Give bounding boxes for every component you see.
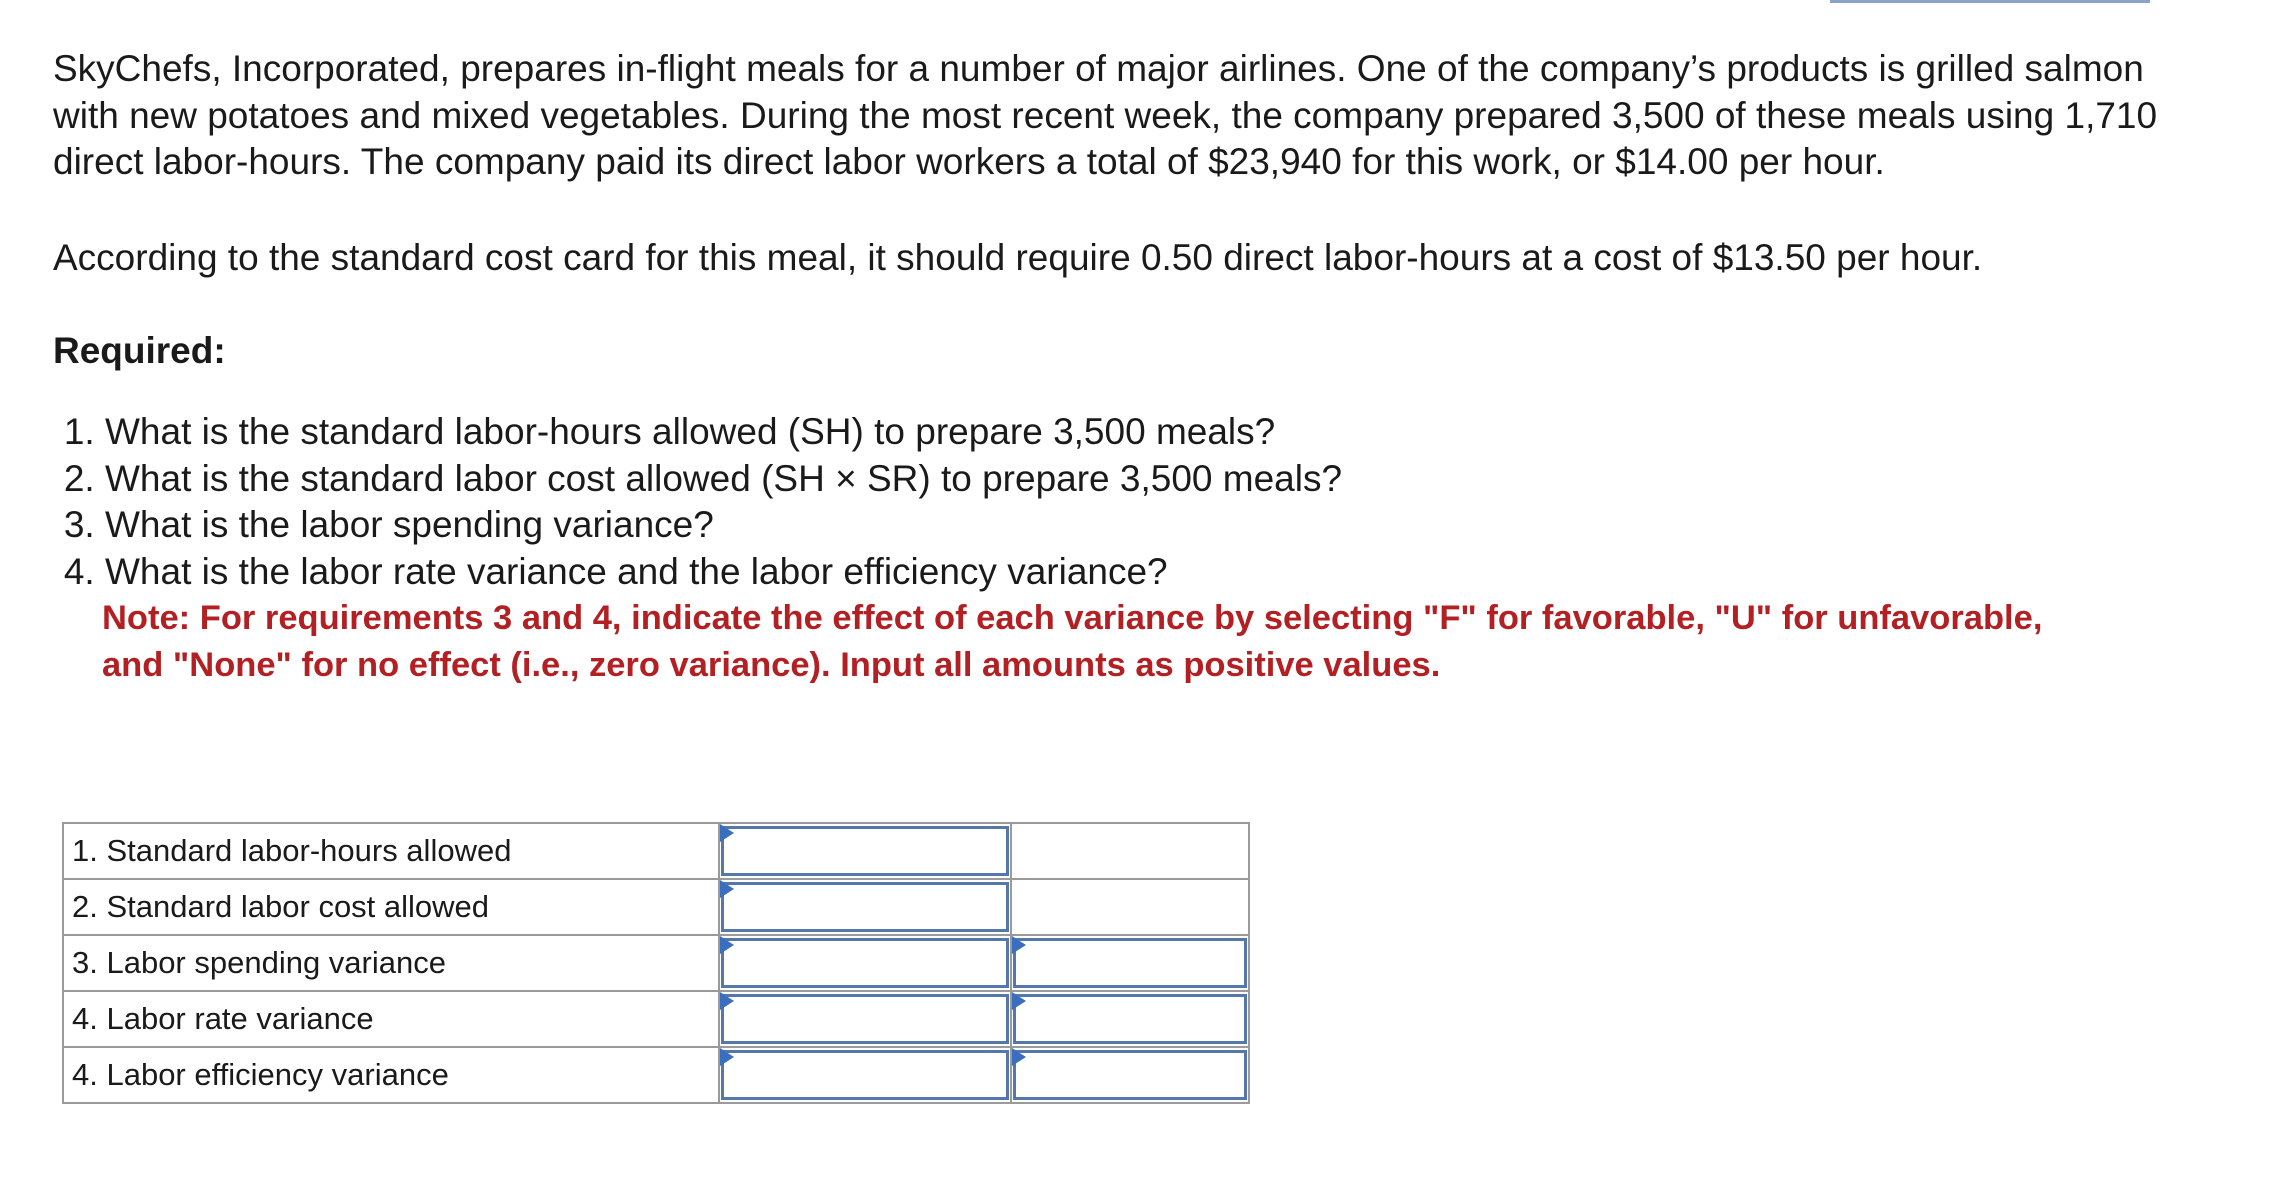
amount-cell: [719, 935, 1011, 991]
requirement-2: 2. What is the standard labor cost allowed (SH × SR) to prepare 3,500 meals?: [105, 456, 2203, 503]
input-marker-icon: [720, 880, 734, 898]
amount-cell: [719, 879, 1011, 935]
empty-cell: [1011, 879, 1249, 935]
select-marker-icon: [1012, 936, 1026, 954]
effect-cell: [1011, 935, 1249, 991]
amount-cell: [719, 1047, 1011, 1103]
requirements-list: [53, 409, 2203, 595]
problem-paragraph-2: According to the standard cost card for this meal, it should require 0.50 direct labor-hours at a cost of $13.50 per hour.: [53, 236, 1983, 278]
required-heading: Required:: [53, 330, 226, 371]
row-label: 4. Labor efficiency variance: [63, 1047, 719, 1103]
input-marker-icon: [720, 1048, 734, 1066]
requirement-4: 4. What is the labor rate variance and the labor efficiency variance?: [105, 549, 2203, 596]
table-row: [63, 823, 1249, 879]
table-row: [63, 935, 1249, 991]
effect-select[interactable]: [1013, 1050, 1247, 1100]
input-marker-icon: [720, 992, 734, 1010]
table-row: [63, 1047, 1249, 1103]
amount-cell: [719, 991, 1011, 1047]
requirement-1: 1. What is the standard labor-hours allowed (SH) to prepare 3,500 meals?: [105, 409, 2203, 456]
effect-cell: [1011, 991, 1249, 1047]
effect-select[interactable]: [1013, 938, 1247, 988]
amount-input[interactable]: [721, 938, 1009, 988]
amount-input[interactable]: [721, 994, 1009, 1044]
table-row: [63, 879, 1249, 935]
instruction-note: Note: For requirements 3 and 4, indicate the effect of each variance by selecting "F" for favorable, "U" for unfavorable, and "None" for no effect (i.e., zero variance). Input all amounts as positive values.: [102, 599, 2043, 684]
row-label: 2. Standard labor cost allowed: [63, 879, 719, 935]
amount-input[interactable]: [721, 882, 1009, 932]
problem-content: [53, 46, 2203, 688]
table-row: [63, 991, 1249, 1047]
select-marker-icon: [1012, 992, 1026, 1010]
row-label: 4. Labor rate variance: [63, 991, 719, 1047]
amount-cell: [719, 823, 1011, 879]
effect-cell: [1011, 1047, 1249, 1103]
input-marker-icon: [720, 824, 734, 842]
row-label: 3. Labor spending variance: [63, 935, 719, 991]
input-marker-icon: [720, 936, 734, 954]
select-marker-icon: [1012, 1048, 1026, 1066]
empty-cell: [1011, 823, 1249, 879]
row-label: 1. Standard labor-hours allowed: [63, 823, 719, 879]
top-accent-line: [1830, 0, 2150, 3]
problem-paragraph-1: SkyChefs, Incorporated, prepares in-flight meals for a number of major airlines. One of the company’s products is grilled salmon with new potatoes and mixed vegetables. During the most recent week, the company prepared 3,500 of these meals using 1,710 direct labor-hours. The company paid its direct labor workers a total of $23,940 for this work, or $14.00 per hour.: [53, 48, 2158, 182]
amount-input[interactable]: [721, 1050, 1009, 1100]
answer-table: [62, 822, 1250, 1104]
effect-select[interactable]: [1013, 994, 1247, 1044]
requirement-3: 3. What is the labor spending variance?: [105, 502, 2203, 549]
amount-input[interactable]: [721, 826, 1009, 876]
